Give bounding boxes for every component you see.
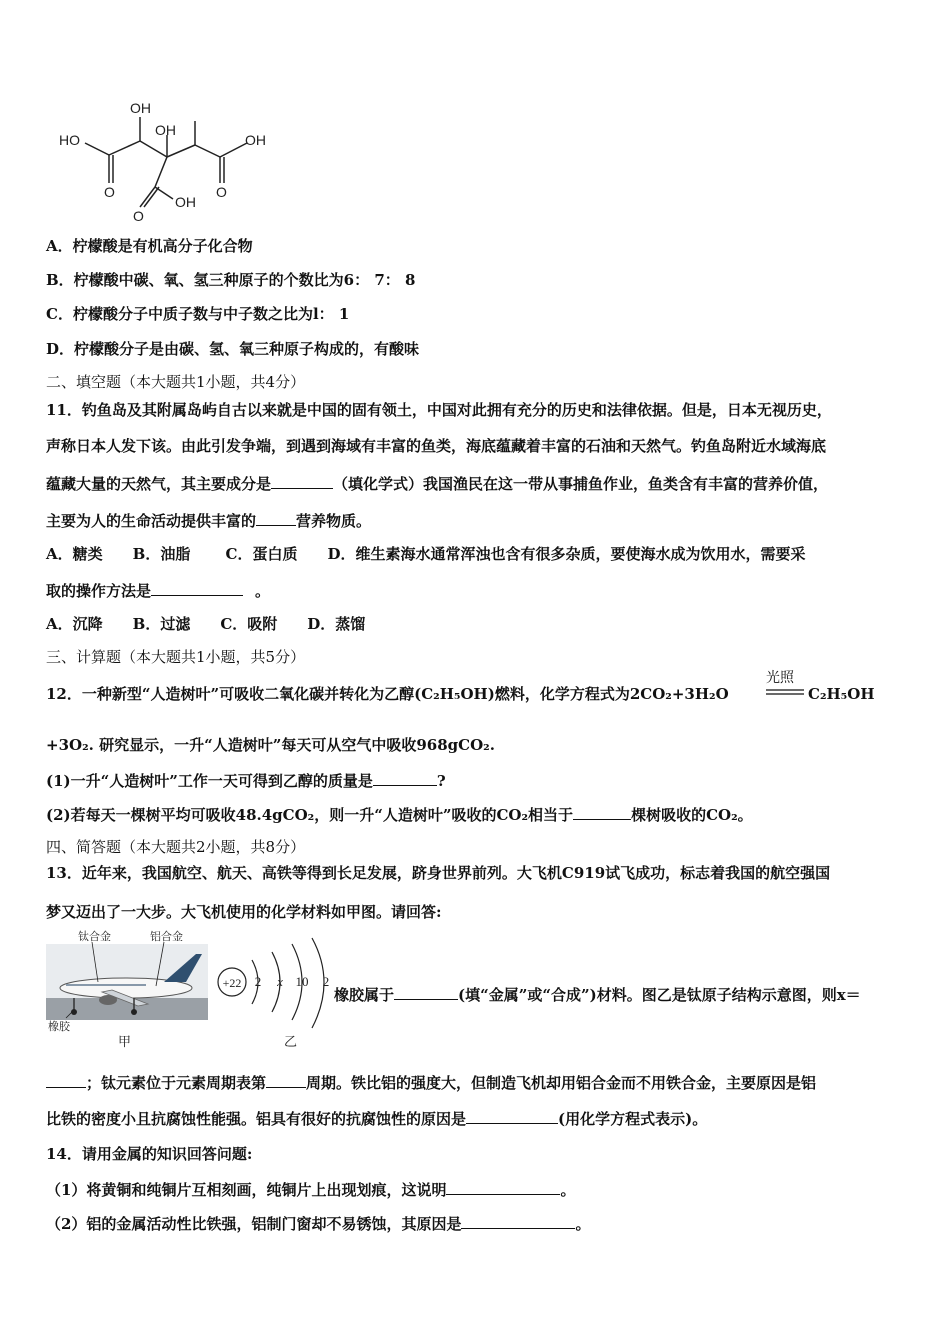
- q12-sub1-a: (1)一升“人造树叶”工作一天可得到乙醇的质量是: [46, 772, 373, 790]
- q12-line1: 12．一种新型“人造树叶”可吸收二氧化碳并转化为乙醇(C₂H₅OH)燃料，化学方程式为2CO₂+3H₂O: [46, 685, 729, 703]
- q13-line3: [334, 985, 861, 1004]
- q11-blank-nutrient[interactable]: [256, 511, 296, 526]
- q12-sub1-b: ?: [436, 772, 446, 790]
- q13-figure: [46, 930, 346, 1052]
- q11-blank-method[interactable]: [151, 581, 243, 596]
- q13-line5-b: (用化学方程式表示)。: [558, 1110, 708, 1128]
- q11-blank-formula[interactable]: [271, 474, 333, 489]
- q12-line2: +3O₂. 研究显示，一升“人造树叶”每天可从空气中吸收968gCO₂.: [46, 736, 495, 754]
- q11-line5: A．糖类 B．油脂 C．蛋白质 D．维生素海水通常浑浊也含有很多杂质，要使海水成为饮用水，需要采: [46, 545, 806, 563]
- q11-line1: 11．钓鱼岛及其附属岛屿自古以来就是中国的固有领土，中国对此拥有充分的历史和法律依据。但是，日本无视历史，: [46, 401, 832, 419]
- q13-blank-material[interactable]: [394, 985, 458, 1000]
- q12-sub2-b: 棵树吸收的CO₂。: [631, 806, 753, 824]
- label-o-bottom: O: [133, 208, 144, 224]
- q14-sub1-b: 。: [560, 1181, 576, 1199]
- q13-blank-period[interactable]: [266, 1073, 306, 1088]
- shell-4-count: 2: [322, 974, 330, 989]
- q11-line6-b: 。: [255, 582, 271, 600]
- titanium-atom-diagram: [218, 938, 329, 1028]
- shell-3-count: 10: [295, 974, 309, 989]
- q13-blank-equation[interactable]: [466, 1109, 558, 1124]
- label-ho-left: HO: [59, 132, 80, 148]
- q13-line3-a: 橡胶属于: [334, 986, 395, 1004]
- q13-line5-a: 比铁的密度小且抗腐蚀性能强。铝具有很好的抗腐蚀性的原因是: [46, 1110, 467, 1128]
- q11-line3-a: 蕴藏大量的天然气，其主要成分是: [46, 475, 272, 493]
- q12-blank-ethanol-mass[interactable]: [373, 771, 437, 786]
- q14-sub2-b: 。: [575, 1215, 591, 1233]
- q13-line1: 13．近年来，我国航空、航天、高铁等得到长足发展，跻身世界前列。大飞机C919试飞成功，标志着我国的航空强国: [46, 864, 831, 882]
- q14-blank-2[interactable]: [461, 1214, 575, 1229]
- q12-sub2: [46, 805, 753, 824]
- label-rubber: 橡胶: [48, 1021, 70, 1033]
- q11-line3-b: （填化学式）我国渔民在这一带从事捕鱼作业，鱼类含有丰富的营养价值，: [333, 475, 829, 493]
- q13-line5: [46, 1109, 707, 1128]
- q10-option-d: D．柠檬酸分子是由碳、氢、氧三种原子构成的，有酸味: [46, 340, 420, 358]
- q12-sub2-a: (2)若每天一棵树平均可吸收48.4gCO₂，则一升“人造树叶”吸收的CO₂相当于: [46, 806, 574, 824]
- label-o-right: O: [216, 184, 227, 200]
- label-jia: 甲: [118, 1034, 132, 1049]
- q13-line4-b: 周期。铁比铝的强度大，但制造飞机却用铝合金而不用铁合金，主要原因是铝: [306, 1074, 817, 1092]
- q14-sub1-a: （1）将黄铜和纯铜片互相刻画，纯铜片上出现划痕，这说明: [46, 1181, 447, 1199]
- q13-line2: 梦又迈出了一大步。大飞机使用的化学材料如甲图。请回答:: [46, 903, 442, 921]
- q14-sub2-a: （2）铝的金属活动性比铁强，铝制门窗却不易锈蚀，其原因是: [46, 1215, 462, 1233]
- label-ti-alloy: 钛合金: [78, 931, 111, 943]
- q12-arrow-condition: 光照: [766, 670, 794, 686]
- q10-option-a: A．柠檬酸是有机高分子化合物: [46, 237, 253, 255]
- q11-line4-b: 营养物质。: [296, 512, 372, 530]
- q11-line4: [46, 511, 371, 530]
- q11-line7: A．沉降 B．过滤 C．吸附 D．蒸馏: [46, 615, 366, 633]
- q14-title: 14．请用金属的知识回答问题:: [46, 1145, 253, 1163]
- q10-option-b: B．柠檬酸中碳、氧、氢三种原子的个数比为6： 7： 8: [46, 271, 416, 289]
- label-yi: 乙: [284, 1034, 298, 1049]
- molecule-structure: [55, 95, 285, 225]
- q11-line6-a: 取的操作方法是: [46, 582, 152, 600]
- nucleus-charge: +22: [222, 976, 242, 990]
- label-oh-top: OH: [130, 100, 151, 116]
- q12-blank-tree-count[interactable]: [573, 805, 631, 820]
- q14-sub2: [46, 1214, 590, 1233]
- label-al-alloy: 铝合金: [150, 931, 183, 943]
- shell-1-count: 2: [254, 974, 262, 989]
- q12-line1-end: C₂H₅OH: [808, 685, 875, 703]
- q14-sub1: [46, 1180, 575, 1199]
- shell-2-count: x: [277, 974, 283, 989]
- q11-line2: 声称日本人发下该。由此引发争端，到遇到海域有丰富的鱼类，海底蕴藏着丰富的石油和天然气。钓鱼岛附近水域海底: [46, 437, 827, 455]
- airplane-image: [46, 942, 208, 1020]
- q13-line4: [46, 1073, 816, 1092]
- label-o-left: O: [104, 184, 115, 200]
- q11-line3: [46, 474, 828, 493]
- q13-blank-x[interactable]: [46, 1073, 86, 1088]
- q11-line6: [46, 581, 270, 600]
- q12-equals-arrow: [766, 688, 804, 696]
- q13-line4-a: ；钛元素位于元素周期表第: [86, 1074, 267, 1092]
- q12-sub1: [46, 771, 446, 790]
- q14-blank-1[interactable]: [446, 1180, 560, 1195]
- section3-title: 三、计算题（本大题共1小题，共5分）: [46, 648, 306, 666]
- label-oh-right: OH: [245, 132, 266, 148]
- section2-title: 二、填空题（本大题共1小题，共4分）: [46, 373, 306, 391]
- q11-line4-a: 主要为人的生命活动提供丰富的: [46, 512, 257, 530]
- q10-option-c: C．柠檬酸分子中质子数与中子数之比为l： 1: [46, 305, 350, 323]
- q13-line3-b: (填“金属”或“合成”)材料。图乙是钛原子结构示意图，则x＝: [458, 986, 861, 1004]
- section4-title: 四、简答题（本大题共2小题，共8分）: [46, 838, 306, 856]
- label-oh-center: OH: [155, 122, 176, 138]
- label-oh-bottom: OH: [175, 194, 196, 210]
